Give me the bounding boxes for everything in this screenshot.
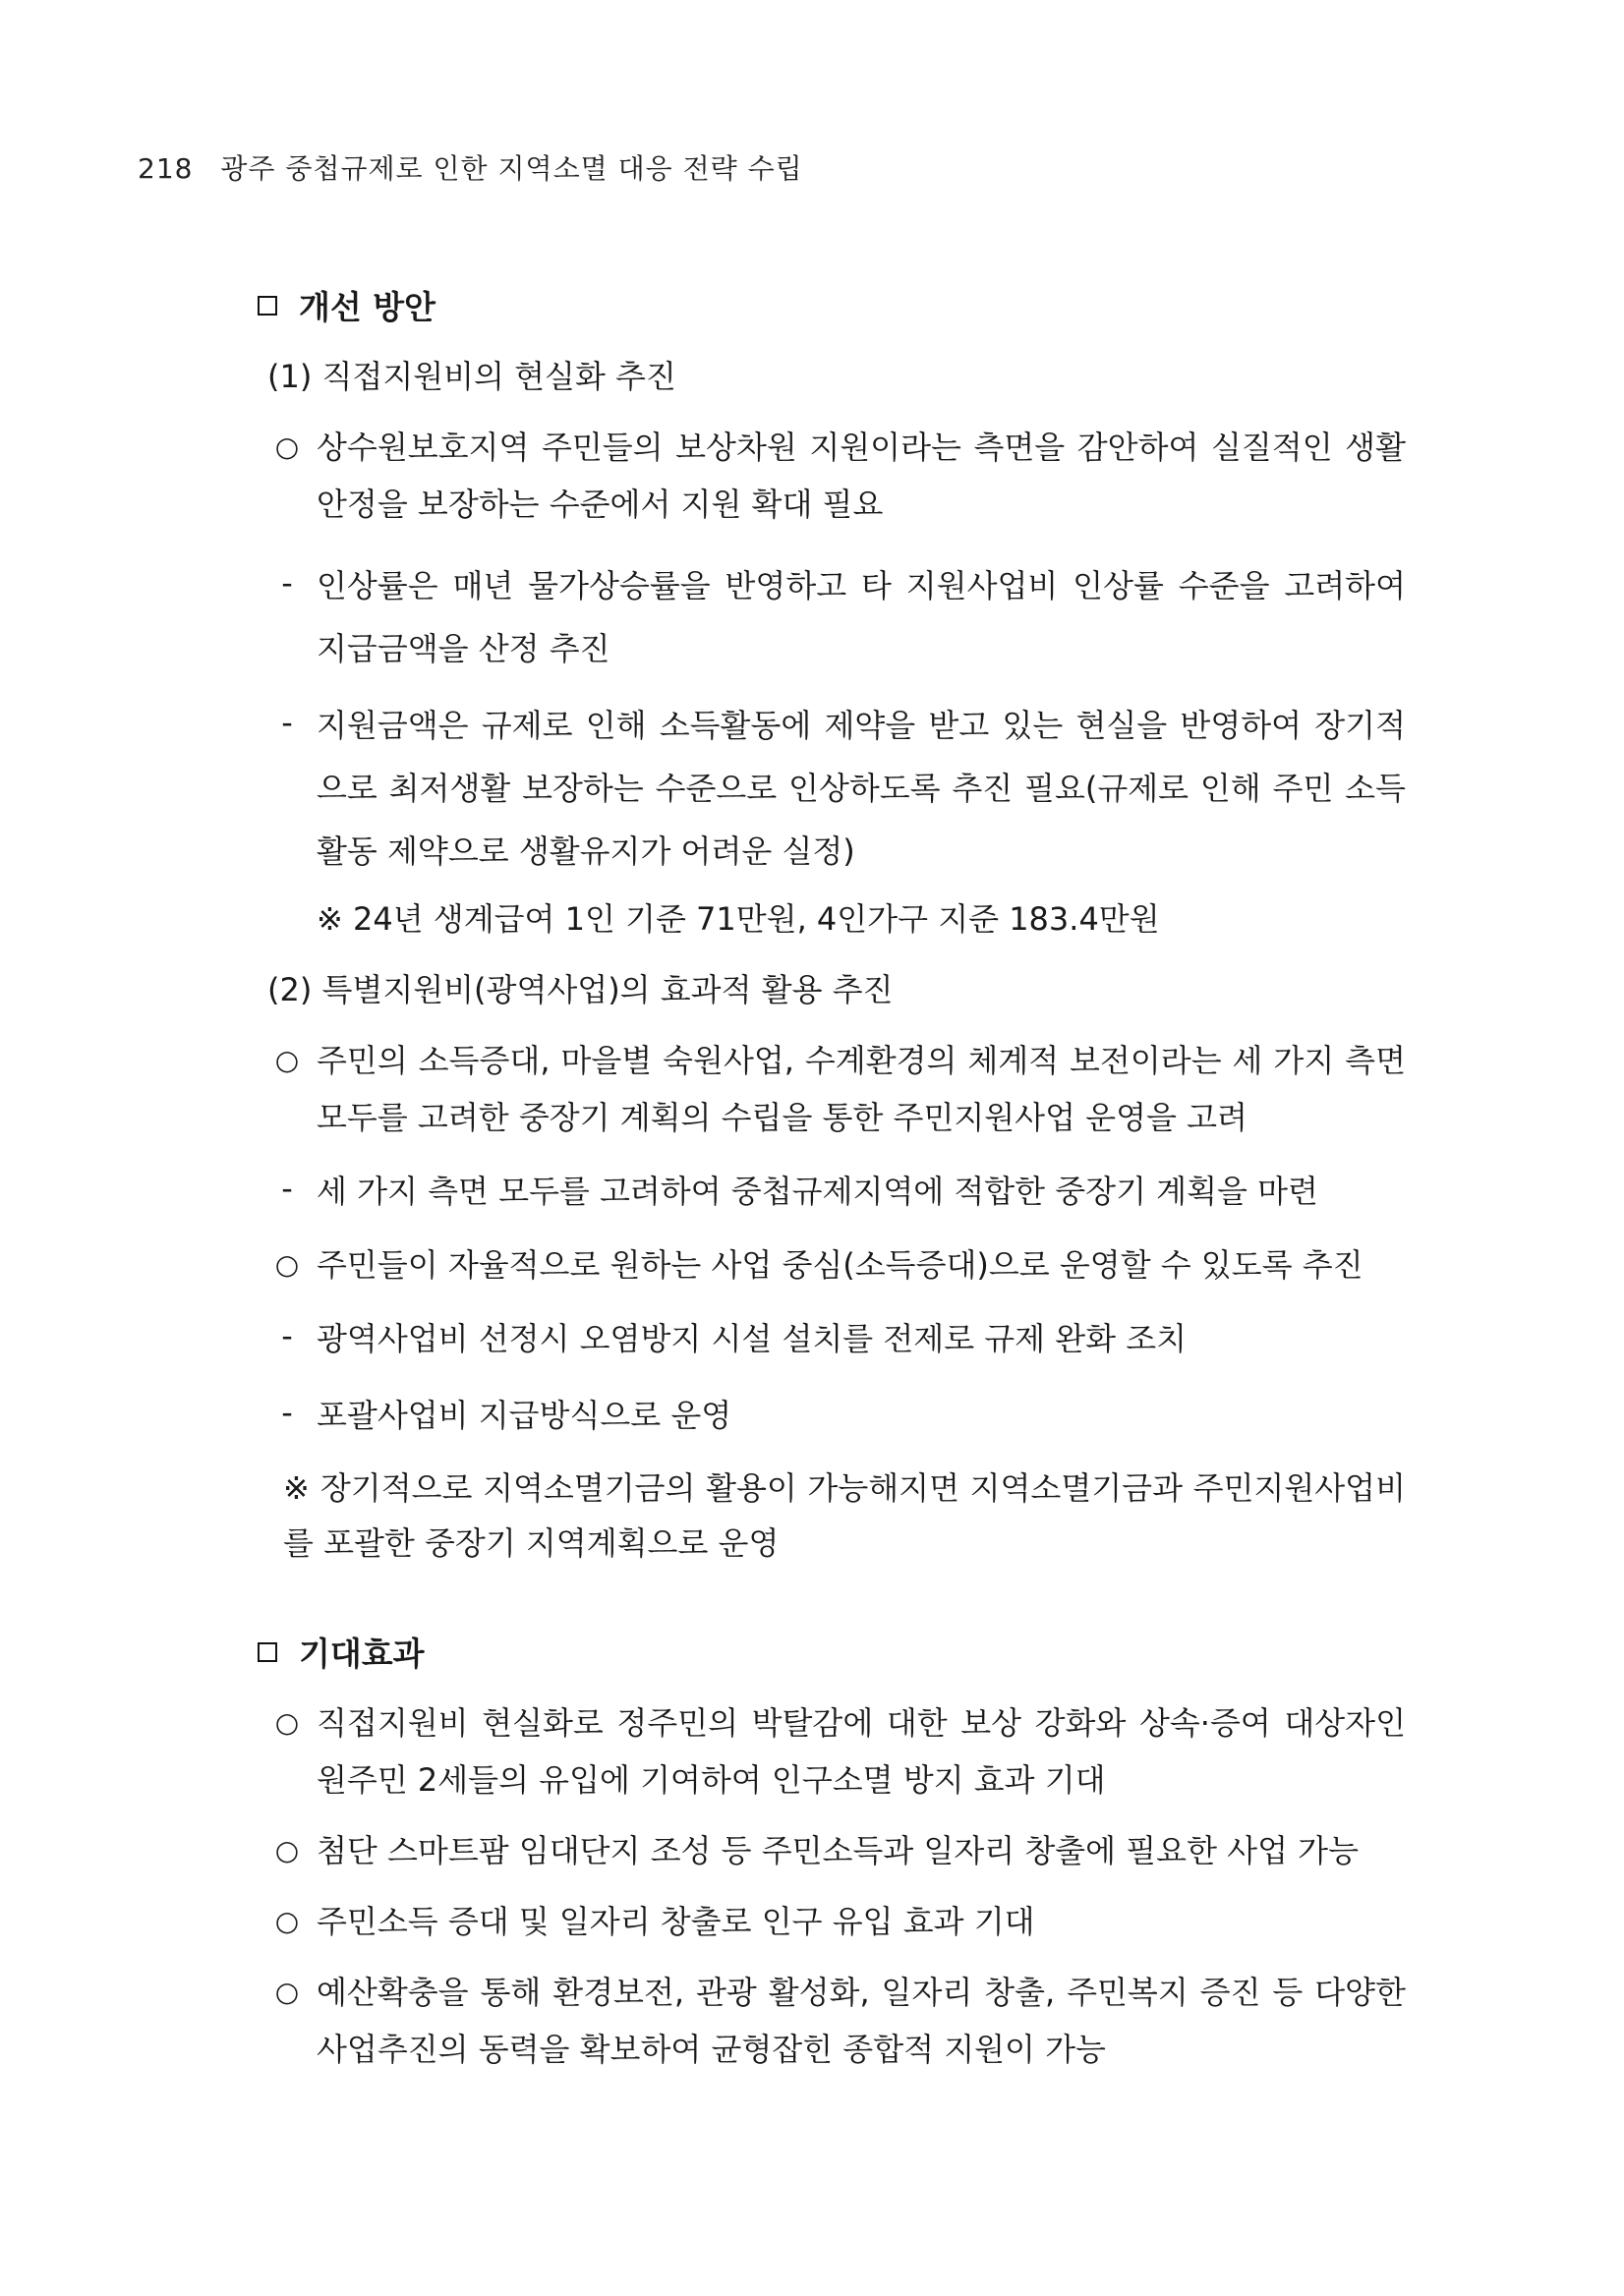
bullet-text: 주민들이 자율적으로 원하는 사업 중심(소득증대)으로 운영할 수 있도록 추진 bbox=[317, 1246, 1363, 1284]
dash-marker: - bbox=[281, 704, 293, 741]
running-title: 광주 중첩규제로 인한 지역소멸 대응 전략 수립 bbox=[220, 152, 803, 185]
bullet-text: 예산확충을 통해 환경보전, 관광 활성화, 일자리 창출, 주민복지 증진 등 다양한 사업추진의 동력을 확보하여 균형잡힌 종합적 지원이 가능 bbox=[317, 1974, 1406, 2068]
dash-text: 포괄사업비 지급방식으로 운영 bbox=[317, 1397, 732, 1434]
dash-marker: - bbox=[281, 1170, 293, 1207]
checkbox-icon bbox=[258, 296, 277, 316]
bullet-text: 주민의 소득증대, 마을별 숙원사업, 수계환경의 체계적 보전이라는 세 가지 측면 모두를 고려한 중장기 계획의 수립을 통한 주민지원사업 운영을 고려 bbox=[317, 1042, 1406, 1136]
subheading-1: (1) 직접지원비의 현실화 추진 bbox=[267, 358, 676, 395]
dash-marker: - bbox=[281, 564, 293, 602]
circle-bullet-icon: ○ bbox=[274, 1248, 300, 1281]
bullet-text: 첨단 스마트팜 임대단지 조성 등 주민소득과 일자리 창출에 필요한 사업 가능 bbox=[317, 1832, 1359, 1869]
dash-text: 인상률은 매년 물가상승률을 반영하고 타 지원사업비 인상률 수준을 고려하여 지급금액을 산정 추진 bbox=[317, 567, 1406, 667]
section-title-text: 기대효과 bbox=[299, 1634, 425, 1673]
bullet-text: 상수원보호지역 주민들의 보상차원 지원이라는 측면을 감안하여 실질적인 생활 안정을 보장하는 수준에서 지원 확대 필요 bbox=[317, 429, 1406, 523]
subheading-2: (2) 특별지원비(광역사업)의 효과적 활용 추진 bbox=[267, 971, 894, 1008]
checkbox-icon bbox=[258, 1642, 277, 1662]
dash-text: 광역사업비 선정시 오염방지 시설 설치를 전제로 규제 완화 조치 bbox=[317, 1320, 1188, 1357]
bullet-item bbox=[258, 1236, 1406, 1293]
circle-bullet-icon: ○ bbox=[274, 1976, 300, 2008]
circle-bullet-icon: ○ bbox=[274, 1044, 300, 1076]
bullet-item bbox=[258, 1694, 1406, 1808]
bullet-item bbox=[258, 419, 1406, 533]
page-number: 218 bbox=[138, 152, 194, 185]
circle-bullet-icon: ○ bbox=[274, 1706, 300, 1739]
dash-text: 세 가지 측면 모두를 고려하여 중첩규제지역에 적합한 중장기 계획을 마련 bbox=[317, 1173, 1318, 1210]
dash-marker: - bbox=[281, 1317, 293, 1354]
section-heading-improvement bbox=[258, 275, 1406, 334]
bullet-text: 주민소득 증대 및 일자리 창출로 인구 유입 효과 기대 bbox=[317, 1903, 1035, 1940]
dash-item bbox=[258, 1307, 1406, 1370]
dash-marker: - bbox=[281, 1394, 293, 1431]
page-header bbox=[138, 147, 803, 187]
section-heading-effects bbox=[258, 1622, 1406, 1681]
page-body bbox=[258, 275, 1406, 2078]
bullet-text: 직접지원비 현실화로 정주민의 박탈감에 대한 보상 강화와 상속·증여 대상자인 원주민 2세들의 유입에 기여하여 인구소멸 방지 효과 기대 bbox=[317, 1704, 1406, 1799]
bullet-item bbox=[258, 1964, 1406, 2078]
dash-item bbox=[258, 554, 1406, 680]
note: ※ 24년 생계급여 1인 기준 71만원, 4인가구 지준 183.4만원 bbox=[317, 900, 1160, 938]
circle-bullet-icon: ○ bbox=[274, 1905, 300, 1937]
bullet-item bbox=[258, 1032, 1406, 1146]
circle-bullet-icon: ○ bbox=[274, 430, 300, 463]
bullet-item bbox=[258, 1822, 1406, 1879]
note: ※ 장기적으로 지역소멸기금의 활용이 가능해지면 지역소멸기금과 주민지원사업비를 포괄한 중장기 지역계획으로 운영 bbox=[283, 1469, 1406, 1562]
circle-bullet-icon: ○ bbox=[274, 1834, 300, 1866]
section-title-text: 개선 방안 bbox=[299, 287, 436, 326]
bullet-item bbox=[258, 1893, 1406, 1950]
dash-item bbox=[258, 1160, 1406, 1223]
dash-item bbox=[258, 1384, 1406, 1447]
dash-text: 지원금액은 규제로 인해 소득활동에 제약을 받고 있는 현실을 반영하여 장기적으로 최저생활 보장하는 수준으로 인상하도록 추진 필요(규제로 인해 주민 소득활동 제약으로 생활유지가 어려운 실정) bbox=[317, 707, 1406, 870]
dash-item bbox=[258, 694, 1406, 883]
